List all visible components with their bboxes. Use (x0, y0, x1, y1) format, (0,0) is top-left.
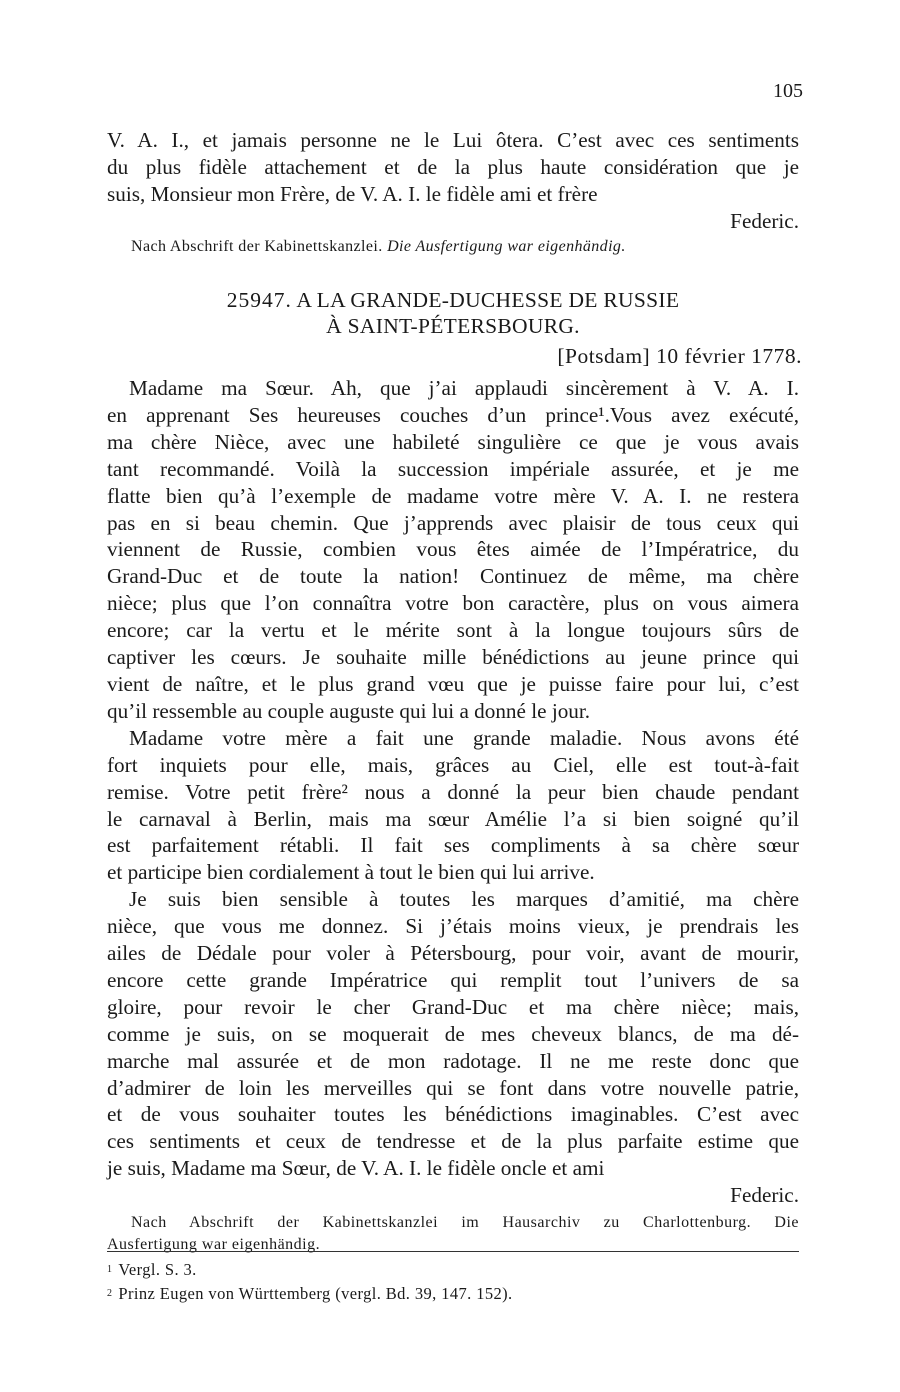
body-line: V. A. I., et jamais personne ne le Lui ôtera. C’est avec ces sentiments (107, 128, 799, 152)
body-line: Je suis bien sensible à toutes les marques d’amitié, ma chère (129, 887, 799, 912)
source-note-upright: Nach Abschrift der Kabinettskanzlei. (131, 237, 383, 255)
body-line: flatte bien qu’à l’exemple de madame votre mère V. A. I. ne restera (107, 483, 799, 508)
footnote (107, 1282, 513, 1306)
letter-title-line2: À SAINT-PÉTERSBOURG. (326, 314, 580, 338)
body-line: fort inquiets pour elle, mais, grâces au Ciel, elle est tout-à-fait (107, 752, 799, 777)
letter-body (107, 375, 799, 1256)
paragraph-2 (107, 725, 799, 886)
footnote (107, 1258, 513, 1282)
paragraph-1 (107, 375, 799, 725)
footnote-rule (107, 1251, 799, 1252)
letter-number: 25947. (226, 288, 292, 312)
footnote-mark: 1 (107, 1264, 113, 1275)
body-line: nièce, que vous me donnez. Si j’étais moins vieux, je prendrais les (107, 914, 799, 939)
body-line: Madame votre mère a fait une grande maladie. Nous avons été (129, 725, 799, 750)
footnote-text: Prinz Eugen von Württemberg (vergl. Bd. 39, 147. 152). (118, 1284, 513, 1303)
body-line: qu’il ressemble au couple auguste qui lui a donné le jour. (107, 698, 591, 723)
body-line: remise. Votre petit frère² nous a donné la peur bien chaude pendant (107, 779, 799, 804)
body-line: viennent de Russie, combien vous êtes aimée de l’Impératrice, du (107, 537, 799, 562)
body-line: captiver les cœurs. Je souhaite mille bénédictions au jeune prince qui (107, 645, 799, 670)
source-note (107, 236, 799, 258)
footnote-text: Vergl. S. 3. (118, 1260, 197, 1279)
page-number: 105 (773, 80, 803, 102)
body-line: est parfaitement rétabli. Il fait ses compliments à sa chère sœur (107, 833, 799, 858)
source-note-italic: Die Ausfertigung war eigenhändig. (387, 237, 626, 255)
body-line: ailes de Dédale pour voler à Pétersbourg, pour voir, avant de mourir, (107, 941, 799, 966)
body-line: je suis, Madame ma Sœur, de V. A. I. le fidèle oncle et ami (107, 1156, 605, 1181)
body-line: vient de naître, et le plus grand vœu que je puisse faire pour lui, c’est (107, 671, 799, 696)
body-line: nièce; plus que l’on connaîtra votre bon caractère, plus on vous aimera (107, 591, 799, 616)
body-line: encore; car la vertu et le mérite sont à la longue toujours sûrs de (107, 618, 799, 643)
body-line: en apprenant Ses heureuses couches d’un prince¹.Vous avez exécuté, (107, 402, 799, 427)
body-line: Grand-Duc et de toute la nation! Continuez de même, ma chère (107, 564, 799, 589)
body-line: encore cette grande Impératrice qui remplit tout l’univers de sa (107, 967, 799, 992)
letter-title-line1: A LA GRANDE-DUCHESSE DE RUSSIE (296, 288, 680, 312)
body-line: ces sentiments et ceux de tendresse et de la plus parfaite estime que (107, 1129, 799, 1154)
body-line: ma chère Nièce, avec une habileté singulière ce que je vous avais (107, 429, 799, 454)
footnotes (107, 1258, 513, 1306)
dateline: [Potsdam] 10 février 1778. (557, 344, 802, 368)
body-line: d’admirer de loin les merveilles qui se font dans votre nouvelle patrie, (107, 1075, 799, 1100)
letter-heading (107, 287, 799, 339)
source-note-line: Nach Abschrift der Kabinettskanzlei im Hausarchiv zu Charlottenburg. Die (131, 1214, 799, 1232)
body-line: le carnaval à Berlin, mais ma sœur Amélie l’a si bien soigné qu’il (107, 806, 799, 831)
previous-letter-closing (107, 127, 799, 258)
footnote-mark: 2 (107, 1288, 113, 1299)
body-line: du plus fidèle attachement et de la plus haute considération que je (107, 154, 799, 179)
body-line: comme je suis, on se moquerait de mes cheveux blancs, de ma dé- (107, 1021, 799, 1046)
body-line: gloire, pour revoir le cher Grand-Duc et ma chère nièce; mais, (107, 994, 799, 1019)
paragraph-3 (107, 886, 799, 1182)
body-line: suis, Monsieur mon Frère, de V. A. I. le fidèle ami et frère (107, 181, 598, 206)
body-line: tant recommandé. Voilà la succession impériale assurée, et je me (107, 456, 799, 481)
signature: Federic. (730, 1183, 799, 1208)
body-line: Madame ma Sœur. Ah, que j’ai applaudi sincèrement à V. A. I. (129, 376, 799, 400)
body-line: marche mal assurée et de mon radotage. Il ne me reste donc que (107, 1048, 799, 1073)
source-note-line: Ausfertigung war eigenhändig. (107, 1236, 321, 1254)
source-note (107, 1212, 799, 1256)
signature: Federic. (730, 208, 799, 233)
body-line: et participe bien cordialement à tout le bien qui lui arrive. (107, 860, 595, 885)
body-line: et de vous souhaiter toutes les bénédictions imaginables. C’est avec (107, 1102, 799, 1127)
body-line: pas en si beau chemin. Que j’apprends avec plaisir de tous ceux qui (107, 510, 799, 535)
